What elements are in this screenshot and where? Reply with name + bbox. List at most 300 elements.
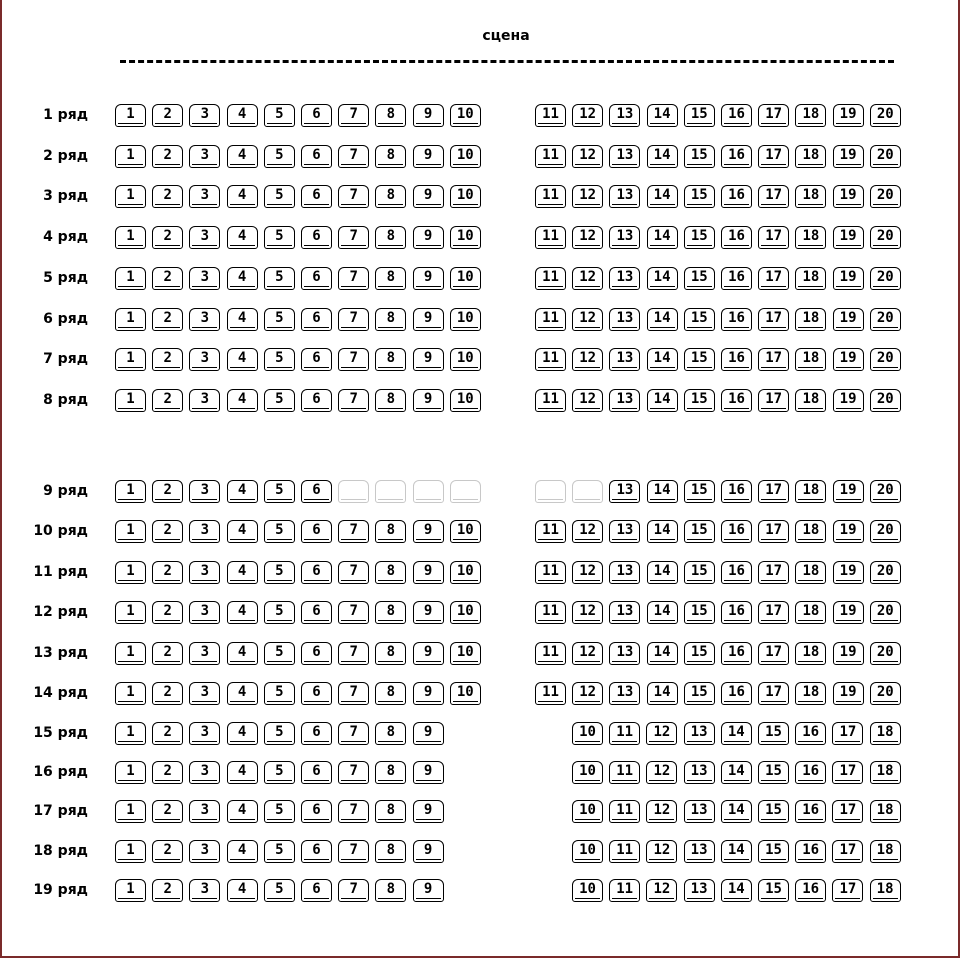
seat-button[interactable]: 17: [832, 879, 863, 902]
seat-button[interactable]: 17: [758, 226, 789, 249]
seat-button[interactable]: 16: [721, 348, 752, 371]
seat-button[interactable]: 2: [152, 601, 183, 624]
seat-button[interactable]: 16: [721, 520, 752, 543]
seat-button[interactable]: 14: [647, 520, 678, 543]
seat-button[interactable]: 10: [450, 308, 481, 331]
seat-button[interactable]: 13: [609, 226, 640, 249]
seat-button[interactable]: 16: [721, 185, 752, 208]
seat-button[interactable]: 4: [227, 348, 258, 371]
seat-button[interactable]: 6: [301, 520, 332, 543]
seat-button[interactable]: 13: [609, 185, 640, 208]
seat-button[interactable]: 6: [301, 145, 332, 168]
seat-button[interactable]: 17: [758, 601, 789, 624]
seat-button[interactable]: 19: [833, 601, 864, 624]
seat-button[interactable]: 7: [338, 145, 369, 168]
seat-button[interactable]: 6: [301, 722, 332, 745]
seat-button[interactable]: 3: [189, 682, 220, 705]
seat-button[interactable]: 20: [870, 226, 901, 249]
seat-button[interactable]: 13: [684, 722, 715, 745]
seat-button[interactable]: 6: [301, 104, 332, 127]
seat-button[interactable]: 8: [375, 348, 406, 371]
seat-button[interactable]: 8: [375, 389, 406, 412]
seat-button[interactable]: 13: [609, 520, 640, 543]
seat-button[interactable]: 4: [227, 722, 258, 745]
seat-button[interactable]: 8: [375, 761, 406, 784]
seat-button[interactable]: 17: [832, 840, 863, 863]
seat-button[interactable]: 12: [572, 642, 603, 665]
seat-button[interactable]: 6: [301, 308, 332, 331]
seat-button[interactable]: 3: [189, 800, 220, 823]
seat-button[interactable]: 20: [870, 389, 901, 412]
seat-button[interactable]: 5: [264, 761, 295, 784]
seat-button[interactable]: 15: [684, 226, 715, 249]
seat-button[interactable]: 16: [795, 840, 826, 863]
seat-button[interactable]: 20: [870, 561, 901, 584]
seat-button[interactable]: 1: [115, 840, 146, 863]
seat-button[interactable]: 9: [413, 800, 444, 823]
seat-button[interactable]: 3: [189, 145, 220, 168]
seat-button[interactable]: 13: [684, 800, 715, 823]
seat-button[interactable]: 8: [375, 722, 406, 745]
seat-button[interactable]: 19: [833, 104, 864, 127]
seat-button[interactable]: 20: [870, 145, 901, 168]
seat-button[interactable]: 18: [795, 480, 826, 503]
seat-button[interactable]: 12: [572, 226, 603, 249]
seat-button[interactable]: 3: [189, 226, 220, 249]
seat-button[interactable]: 10: [450, 682, 481, 705]
seat-button[interactable]: 16: [721, 480, 752, 503]
seat-button[interactable]: 18: [795, 389, 826, 412]
seat-button[interactable]: 10: [572, 722, 603, 745]
seat-button[interactable]: 10: [450, 267, 481, 290]
seat-button[interactable]: 13: [609, 308, 640, 331]
seat-button[interactable]: 4: [227, 389, 258, 412]
seat-button[interactable]: 7: [338, 267, 369, 290]
seat-button[interactable]: 14: [721, 879, 752, 902]
seat-button[interactable]: 16: [721, 561, 752, 584]
seat-button[interactable]: 2: [152, 561, 183, 584]
seat-button[interactable]: 13: [609, 642, 640, 665]
seat-button[interactable]: 11: [609, 879, 640, 902]
seat-button[interactable]: 2: [152, 389, 183, 412]
seat-button[interactable]: 13: [609, 601, 640, 624]
seat-button[interactable]: 5: [264, 840, 295, 863]
seat-button[interactable]: 6: [301, 840, 332, 863]
seat-button[interactable]: 14: [647, 480, 678, 503]
seat-button[interactable]: 1: [115, 348, 146, 371]
seat-button[interactable]: 4: [227, 642, 258, 665]
seat-button[interactable]: 4: [227, 226, 258, 249]
seat-button[interactable]: 8: [375, 840, 406, 863]
seat-button[interactable]: 16: [795, 761, 826, 784]
seat-button[interactable]: 17: [832, 761, 863, 784]
seat-button[interactable]: 5: [264, 682, 295, 705]
seat-button[interactable]: 20: [870, 104, 901, 127]
seat-button[interactable]: 14: [647, 104, 678, 127]
seat-button[interactable]: 19: [833, 682, 864, 705]
seat-button[interactable]: 14: [647, 308, 678, 331]
seat-button[interactable]: 8: [375, 800, 406, 823]
seat-button[interactable]: 14: [647, 348, 678, 371]
seat-button[interactable]: 18: [795, 601, 826, 624]
seat-button[interactable]: 20: [870, 682, 901, 705]
seat-button[interactable]: 3: [189, 761, 220, 784]
seat-button[interactable]: 11: [535, 601, 566, 624]
seat-button[interactable]: 12: [572, 185, 603, 208]
seat-button[interactable]: 19: [833, 561, 864, 584]
seat-button[interactable]: 5: [264, 561, 295, 584]
seat-button[interactable]: 3: [189, 642, 220, 665]
seat-button[interactable]: 20: [870, 348, 901, 371]
seat-button[interactable]: 18: [795, 145, 826, 168]
seat-button[interactable]: 11: [609, 840, 640, 863]
seat-button[interactable]: 17: [758, 185, 789, 208]
seat-button[interactable]: 4: [227, 879, 258, 902]
seat-button[interactable]: 16: [721, 226, 752, 249]
seat-button[interactable]: 1: [115, 561, 146, 584]
seat-button[interactable]: 9: [413, 682, 444, 705]
seat-button[interactable]: 7: [338, 879, 369, 902]
seat-button[interactable]: 5: [264, 722, 295, 745]
seat-button[interactable]: 4: [227, 800, 258, 823]
seat-button[interactable]: 4: [227, 308, 258, 331]
seat-button[interactable]: 18: [795, 308, 826, 331]
seat-button[interactable]: 10: [450, 601, 481, 624]
seat-button[interactable]: 20: [870, 480, 901, 503]
seat-button[interactable]: 10: [450, 348, 481, 371]
seat-button[interactable]: 18: [795, 267, 826, 290]
seat-button[interactable]: 1: [115, 682, 146, 705]
seat-button[interactable]: 19: [833, 226, 864, 249]
seat-button[interactable]: 10: [450, 226, 481, 249]
seat-button[interactable]: 20: [870, 267, 901, 290]
seat-button[interactable]: 7: [338, 561, 369, 584]
seat-button[interactable]: 18: [795, 520, 826, 543]
seat-button[interactable]: 14: [647, 642, 678, 665]
seat-button[interactable]: 1: [115, 722, 146, 745]
seat-button[interactable]: 18: [795, 682, 826, 705]
seat-button[interactable]: 15: [684, 682, 715, 705]
seat-button[interactable]: 17: [758, 642, 789, 665]
seat-button[interactable]: 7: [338, 761, 369, 784]
seat-button[interactable]: 1: [115, 389, 146, 412]
seat-button[interactable]: 11: [535, 642, 566, 665]
seat-button[interactable]: 11: [535, 104, 566, 127]
seat-button[interactable]: 15: [684, 520, 715, 543]
seat-button[interactable]: 15: [758, 800, 789, 823]
seat-button[interactable]: 3: [189, 480, 220, 503]
seat-button[interactable]: 7: [338, 348, 369, 371]
seat-button[interactable]: 9: [413, 389, 444, 412]
seat-button[interactable]: 7: [338, 601, 369, 624]
seat-button[interactable]: 7: [338, 104, 369, 127]
seat-button[interactable]: 13: [609, 389, 640, 412]
seat-button[interactable]: 13: [609, 267, 640, 290]
seat-button[interactable]: 14: [647, 601, 678, 624]
seat-button[interactable]: 12: [572, 389, 603, 412]
seat-button[interactable]: 9: [413, 879, 444, 902]
seat-button[interactable]: 2: [152, 267, 183, 290]
seat-button[interactable]: 18: [795, 185, 826, 208]
seat-button[interactable]: 3: [189, 389, 220, 412]
seat-button[interactable]: 20: [870, 185, 901, 208]
seat-button[interactable]: 3: [189, 722, 220, 745]
seat-button[interactable]: 5: [264, 185, 295, 208]
seat-button[interactable]: 12: [646, 800, 677, 823]
seat-button[interactable]: 13: [609, 682, 640, 705]
seat-button[interactable]: 13: [609, 145, 640, 168]
seat-button[interactable]: 9: [413, 761, 444, 784]
seat-button[interactable]: 4: [227, 480, 258, 503]
seat-button[interactable]: 2: [152, 104, 183, 127]
seat-button[interactable]: 15: [684, 642, 715, 665]
seat-button[interactable]: 7: [338, 642, 369, 665]
seat-button[interactable]: 18: [795, 104, 826, 127]
seat-button[interactable]: 12: [646, 840, 677, 863]
seat-button[interactable]: 17: [758, 348, 789, 371]
seat-button[interactable]: 16: [721, 308, 752, 331]
seat-button[interactable]: 15: [684, 145, 715, 168]
seat-button[interactable]: 3: [189, 104, 220, 127]
seat-button[interactable]: 17: [758, 682, 789, 705]
seat-button[interactable]: 6: [301, 761, 332, 784]
seat-button[interactable]: 1: [115, 308, 146, 331]
seat-button[interactable]: 4: [227, 267, 258, 290]
seat-button[interactable]: 2: [152, 308, 183, 331]
seat-button[interactable]: 16: [721, 267, 752, 290]
seat-button[interactable]: 14: [647, 185, 678, 208]
seat-button[interactable]: 20: [870, 642, 901, 665]
seat-button[interactable]: 8: [375, 185, 406, 208]
seat-button[interactable]: 12: [572, 348, 603, 371]
seat-button[interactable]: 4: [227, 185, 258, 208]
seat-button[interactable]: 3: [189, 879, 220, 902]
seat-button[interactable]: 8: [375, 267, 406, 290]
seat-button[interactable]: 2: [152, 145, 183, 168]
seat-button[interactable]: 2: [152, 722, 183, 745]
seat-button[interactable]: 11: [535, 561, 566, 584]
seat-button[interactable]: 11: [535, 267, 566, 290]
seat-button[interactable]: 13: [684, 879, 715, 902]
seat-button[interactable]: 16: [795, 800, 826, 823]
seat-button[interactable]: 18: [870, 840, 901, 863]
seat-button[interactable]: 4: [227, 104, 258, 127]
seat-button[interactable]: 1: [115, 226, 146, 249]
seat-button[interactable]: 8: [375, 561, 406, 584]
seat-button[interactable]: 15: [684, 601, 715, 624]
seat-button[interactable]: 14: [647, 682, 678, 705]
seat-button[interactable]: 14: [647, 145, 678, 168]
seat-button[interactable]: 3: [189, 601, 220, 624]
seat-button[interactable]: 1: [115, 104, 146, 127]
seat-button[interactable]: 10: [450, 520, 481, 543]
seat-button[interactable]: 13: [684, 761, 715, 784]
seat-button[interactable]: 8: [375, 682, 406, 705]
seat-button[interactable]: 1: [115, 601, 146, 624]
seat-button[interactable]: 3: [189, 520, 220, 543]
seat-button[interactable]: 13: [684, 840, 715, 863]
seat-button[interactable]: 19: [833, 642, 864, 665]
seat-button[interactable]: 18: [795, 642, 826, 665]
seat-button[interactable]: 6: [301, 348, 332, 371]
seat-button[interactable]: 15: [684, 267, 715, 290]
seat-button[interactable]: 10: [572, 879, 603, 902]
seat-button[interactable]: 18: [795, 348, 826, 371]
seat-button[interactable]: 11: [535, 682, 566, 705]
seat-button[interactable]: 9: [413, 145, 444, 168]
seat-button[interactable]: 13: [609, 104, 640, 127]
seat-button[interactable]: 15: [684, 104, 715, 127]
seat-button[interactable]: 10: [572, 761, 603, 784]
seat-button[interactable]: 5: [264, 800, 295, 823]
seat-button[interactable]: 4: [227, 682, 258, 705]
seat-button[interactable]: 19: [833, 145, 864, 168]
seat-button[interactable]: 19: [833, 348, 864, 371]
seat-button[interactable]: 15: [684, 185, 715, 208]
seat-button[interactable]: 6: [301, 389, 332, 412]
seat-button[interactable]: 9: [413, 348, 444, 371]
seat-button[interactable]: 6: [301, 561, 332, 584]
seat-button[interactable]: 17: [832, 800, 863, 823]
seat-button[interactable]: 11: [609, 761, 640, 784]
seat-button[interactable]: 9: [413, 601, 444, 624]
seat-button[interactable]: 20: [870, 601, 901, 624]
seat-button[interactable]: 19: [833, 520, 864, 543]
seat-button[interactable]: 16: [721, 642, 752, 665]
seat-button[interactable]: 10: [450, 185, 481, 208]
seat-button[interactable]: 17: [758, 389, 789, 412]
seat-button[interactable]: 13: [609, 480, 640, 503]
seat-button[interactable]: 14: [647, 226, 678, 249]
seat-button[interactable]: 6: [301, 480, 332, 503]
seat-button[interactable]: 18: [870, 879, 901, 902]
seat-button[interactable]: 18: [870, 800, 901, 823]
seat-button[interactable]: 8: [375, 226, 406, 249]
seat-button[interactable]: 14: [721, 800, 752, 823]
seat-button[interactable]: 9: [413, 520, 444, 543]
seat-button[interactable]: 17: [758, 520, 789, 543]
seat-button[interactable]: 9: [413, 267, 444, 290]
seat-button[interactable]: 5: [264, 520, 295, 543]
seat-button[interactable]: 7: [338, 682, 369, 705]
seat-button[interactable]: 18: [795, 561, 826, 584]
seat-button[interactable]: 18: [870, 722, 901, 745]
seat-button[interactable]: 15: [758, 722, 789, 745]
seat-button[interactable]: 14: [721, 761, 752, 784]
seat-button[interactable]: 19: [833, 480, 864, 503]
seat-button[interactable]: 9: [413, 642, 444, 665]
seat-button[interactable]: 14: [647, 389, 678, 412]
seat-button[interactable]: 11: [535, 389, 566, 412]
seat-button[interactable]: 10: [572, 800, 603, 823]
seat-button[interactable]: 6: [301, 267, 332, 290]
seat-button[interactable]: 7: [338, 185, 369, 208]
seat-button[interactable]: 10: [450, 642, 481, 665]
seat-button[interactable]: 11: [535, 308, 566, 331]
seat-button[interactable]: 5: [264, 601, 295, 624]
seat-button[interactable]: 2: [152, 348, 183, 371]
seat-button[interactable]: 5: [264, 642, 295, 665]
seat-button[interactable]: 19: [833, 267, 864, 290]
seat-button[interactable]: 3: [189, 348, 220, 371]
seat-button[interactable]: 6: [301, 642, 332, 665]
seat-button[interactable]: 7: [338, 389, 369, 412]
seat-button[interactable]: 6: [301, 185, 332, 208]
seat-button[interactable]: 1: [115, 761, 146, 784]
seat-button[interactable]: 12: [572, 145, 603, 168]
seat-button[interactable]: 14: [647, 267, 678, 290]
seat-button[interactable]: 5: [264, 389, 295, 412]
seat-button[interactable]: 15: [758, 840, 789, 863]
seat-button[interactable]: 12: [646, 761, 677, 784]
seat-button[interactable]: 19: [833, 389, 864, 412]
seat-button[interactable]: 11: [535, 185, 566, 208]
seat-button[interactable]: 15: [684, 348, 715, 371]
seat-button[interactable]: 3: [189, 561, 220, 584]
seat-button[interactable]: 20: [870, 520, 901, 543]
seat-button[interactable]: 4: [227, 761, 258, 784]
seat-button[interactable]: 13: [609, 348, 640, 371]
seat-button[interactable]: 16: [721, 104, 752, 127]
seat-button[interactable]: 8: [375, 104, 406, 127]
seat-button[interactable]: 10: [450, 561, 481, 584]
seat-button[interactable]: 3: [189, 308, 220, 331]
seat-button[interactable]: 9: [413, 840, 444, 863]
seat-button[interactable]: 12: [572, 682, 603, 705]
seat-button[interactable]: 12: [572, 561, 603, 584]
seat-button[interactable]: 9: [413, 226, 444, 249]
seat-button[interactable]: 6: [301, 800, 332, 823]
seat-button[interactable]: 20: [870, 308, 901, 331]
seat-button[interactable]: 11: [609, 722, 640, 745]
seat-button[interactable]: 9: [413, 561, 444, 584]
seat-button[interactable]: 1: [115, 480, 146, 503]
seat-button[interactable]: 11: [535, 145, 566, 168]
seat-button[interactable]: 6: [301, 601, 332, 624]
seat-button[interactable]: 17: [832, 722, 863, 745]
seat-button[interactable]: 15: [684, 308, 715, 331]
seat-button[interactable]: 10: [450, 389, 481, 412]
seat-button[interactable]: 17: [758, 267, 789, 290]
seat-button[interactable]: 2: [152, 226, 183, 249]
seat-button[interactable]: 11: [535, 520, 566, 543]
seat-button[interactable]: 11: [535, 348, 566, 371]
seat-button[interactable]: 12: [572, 104, 603, 127]
seat-button[interactable]: 7: [338, 308, 369, 331]
seat-button[interactable]: 16: [721, 389, 752, 412]
seat-button[interactable]: 7: [338, 722, 369, 745]
seat-button[interactable]: 17: [758, 104, 789, 127]
seat-button[interactable]: 4: [227, 601, 258, 624]
seat-button[interactable]: 17: [758, 308, 789, 331]
seat-button[interactable]: 2: [152, 185, 183, 208]
seat-button[interactable]: 4: [227, 145, 258, 168]
seat-button[interactable]: 19: [833, 308, 864, 331]
seat-button[interactable]: 1: [115, 185, 146, 208]
seat-button[interactable]: 8: [375, 879, 406, 902]
seat-button[interactable]: 12: [646, 879, 677, 902]
seat-button[interactable]: 7: [338, 520, 369, 543]
seat-button[interactable]: 5: [264, 145, 295, 168]
seat-button[interactable]: 2: [152, 682, 183, 705]
seat-button[interactable]: 2: [152, 840, 183, 863]
seat-button[interactable]: 16: [721, 145, 752, 168]
seat-button[interactable]: 12: [572, 308, 603, 331]
seat-button[interactable]: 2: [152, 761, 183, 784]
seat-button[interactable]: 17: [758, 480, 789, 503]
seat-button[interactable]: 8: [375, 520, 406, 543]
seat-button[interactable]: 18: [870, 761, 901, 784]
